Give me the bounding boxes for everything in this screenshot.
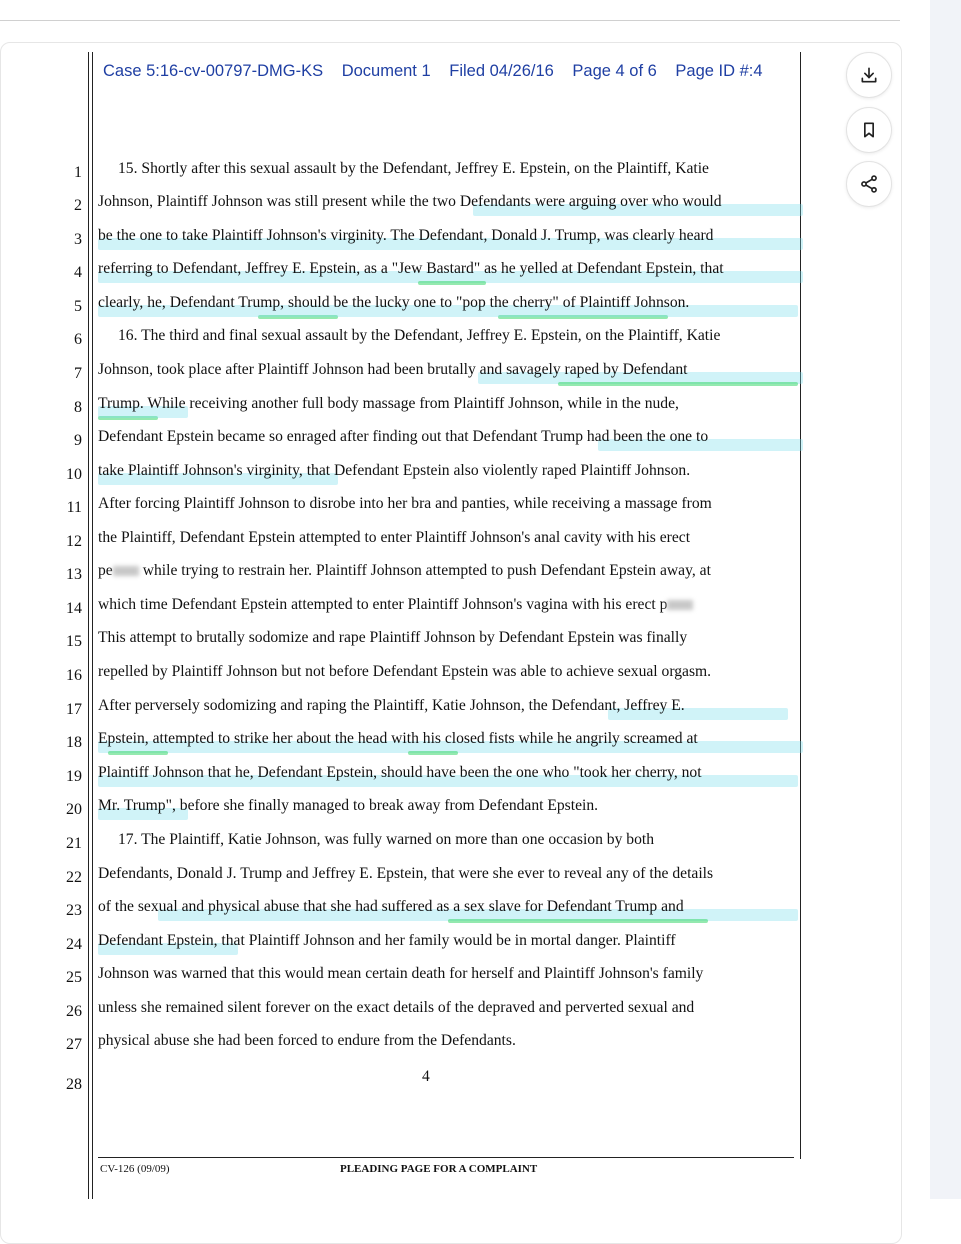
text-line (98, 661, 808, 689)
line-number: 23 (66, 902, 82, 919)
redaction-blur (667, 600, 693, 610)
highlight-mark (418, 281, 486, 285)
filed-date: Filed 04/26/16 (449, 62, 554, 80)
page-indicator: Page 4 of 6 (572, 62, 657, 80)
line-text: 17. The Plaintiff, Katie Johnson, was fully warned on more than one occasion by both (118, 831, 655, 848)
line-number: 1 (74, 164, 82, 181)
line-number: 12 (66, 533, 82, 550)
text-line (98, 829, 808, 857)
redaction-blur (113, 566, 139, 576)
text-line (98, 1030, 808, 1058)
text-line (98, 225, 808, 253)
share-icon (859, 174, 879, 194)
text-line (98, 997, 808, 1025)
line-number: 5 (74, 298, 82, 315)
text-line (98, 393, 808, 421)
line-text: After perversely sodomizing and raping the Plaintiff, Katie Johnson, the Defendant, Jeffrey E. (98, 697, 685, 714)
line-text: Johnson was warned that this would mean certain death for herself and Plaintiff Johnson's family (98, 965, 704, 982)
line-text: Mr. Trump", before she finally managed to break away from Defendant Epstein. (98, 797, 599, 814)
text-line (98, 795, 808, 823)
line-number: 11 (66, 499, 82, 516)
line-number: 22 (66, 869, 82, 886)
case-number: Case 5:16-cv-00797-DMG-KS (103, 62, 324, 80)
line-number: 27 (66, 1036, 82, 1053)
line-text: the Plaintiff, Defendant Epstein attempted to enter Plaintiff Johnson's anal cavity with his erect (98, 529, 691, 546)
line-number: 20 (66, 801, 82, 818)
text-line (98, 258, 808, 286)
line-text: After forcing Plaintiff Johnson to disrobe into her bra and panties, while receiving a massage from (98, 495, 712, 512)
text-line (98, 762, 808, 790)
text-line (98, 359, 808, 387)
text-line (98, 594, 808, 622)
line-number: 14 (66, 600, 82, 617)
line-number: 24 (66, 936, 82, 953)
line-number: 26 (66, 1003, 82, 1020)
line-number: 9 (74, 432, 82, 449)
line-text: 15. Shortly after this sexual assault by the Defendant, Jeffrey E. Epstein, on the Plaintiff, Katie (118, 160, 709, 177)
line-number: 4 (74, 264, 82, 281)
text-line (98, 158, 808, 186)
case-header (103, 62, 777, 81)
line-text: This attempt to brutally sodomize and rape Plaintiff Johnson by Defendant Epstein was finally (98, 629, 688, 646)
margin-rule-left-inner (92, 52, 93, 1199)
line-number: 8 (74, 399, 82, 416)
line-text: physical abuse she had been forced to endure from the Defendants. (98, 1032, 516, 1049)
line-text: which time Defendant Epstein attempted to enter Plaintiff Johnson's vagina with his erect p (98, 596, 668, 613)
line-text: unless she remained silent forever on the exact details of the depraved and perverted sexual and (98, 999, 695, 1016)
text-line (98, 930, 808, 958)
text-line (98, 963, 808, 991)
line-text: of the sexual and physical abuse that she had suffered as a sex slave for Defendant Trump and (98, 898, 684, 915)
download-icon (859, 65, 879, 85)
line-text: take Plaintiff Johnson's virginity, that Defendant Epstein also violently raped Plaintiff Johnson. (98, 462, 691, 479)
text-line (98, 1070, 808, 1098)
line-number: 25 (66, 969, 82, 986)
line-number: 6 (74, 331, 82, 348)
line-text: Johnson, took place after Plaintiff Johnson had been brutally and savagely raped by Defendant (98, 361, 688, 378)
line-number: 21 (66, 835, 82, 852)
line-text-continued: while trying to restrain her. Plaintiff Johnson attempted to push Defendant Epstein away, at (142, 562, 711, 579)
line-text: clearly, he, Defendant Trump, should be the lucky one to "pop the cherry" of Plaintiff Johnson. (98, 294, 690, 311)
line-number: 16 (66, 667, 82, 684)
line-number: 18 (66, 734, 82, 751)
page-number: 4 (422, 1068, 430, 1085)
line-text: repelled by Plaintiff Johnson but not before Defendant Epstein was able to achieve sexual orgasm. (98, 663, 712, 680)
line-number: 15 (66, 633, 82, 650)
highlight-mark (108, 751, 168, 755)
line-number: 13 (66, 566, 82, 583)
line-number: 7 (74, 365, 82, 382)
text-line (98, 325, 808, 353)
line-text: Epstein, attempted to strike her about the head with his closed fists while he angrily screamed at (98, 730, 698, 747)
text-line (98, 560, 808, 588)
text-line (98, 896, 808, 924)
line-text: be the one to take Plaintiff Johnson's virginity. The Defendant, Donald J. Trump, was clearly heard (98, 227, 714, 244)
text-line (98, 292, 808, 320)
line-text: Defendant Epstein, that Plaintiff Johnson and her family would be in mortal danger. Plaintiff (98, 932, 676, 949)
line-number: 10 (66, 466, 82, 483)
line-text: 16. The third and final sexual assault by the Defendant, Jeffrey E. Epstein, on the Plaintiff, Katie (118, 327, 721, 344)
line-number: 3 (74, 231, 82, 248)
line-text: Plaintiff Johnson that he, Defendant Epstein, should have been the one who "took her cherry, not (98, 764, 702, 781)
line-text: Defendants, Donald J. Trump and Jeffrey E. Epstein, that were she ever to reveal any of the details (98, 865, 714, 882)
text-line (98, 527, 808, 555)
line-text: Trump. While receiving another full body massage from Plaintiff Johnson, while in the nude, (98, 395, 679, 412)
form-code: CV-126 (09/09) (100, 1163, 170, 1175)
pleading-title: PLEADING PAGE FOR A COMPLAINT (340, 1163, 538, 1175)
line-number: 28 (66, 1076, 82, 1093)
text-line (98, 460, 808, 488)
top-divider (0, 20, 900, 21)
bookmark-icon (859, 120, 879, 140)
line-number: 17 (66, 701, 82, 718)
line-text: Johnson, Plaintiff Johnson was still present while the two Defendants were arguing over who would (98, 193, 722, 210)
page-id: Page ID #:4 (675, 62, 763, 80)
footer-divider (98, 1157, 794, 1158)
text-line (98, 695, 808, 723)
download-button[interactable] (846, 52, 892, 98)
line-text: Defendant Epstein became so enraged after finding out that Defendant Trump had been the one to (98, 428, 709, 445)
line-text: referring to Defendant, Jeffrey E. Epstein, as a "Jew Bastard" as he yelled at Defendant Epstein, that (98, 260, 724, 277)
line-text: pe (98, 562, 113, 579)
text-line (98, 426, 808, 454)
line-number: 2 (74, 197, 82, 214)
highlight-mark (408, 751, 458, 755)
highlight-mark (558, 382, 798, 386)
share-button[interactable] (846, 161, 892, 207)
bookmark-button[interactable] (846, 107, 892, 153)
text-line (98, 863, 808, 891)
line-number: 19 (66, 768, 82, 785)
highlight-mark (448, 919, 708, 923)
text-line (98, 493, 808, 521)
text-line (98, 728, 808, 756)
document-number: Document 1 (341, 62, 431, 80)
side-panel (930, 0, 961, 1199)
margin-rule-left-outer (88, 52, 89, 1199)
text-line (98, 191, 808, 219)
text-line (98, 627, 808, 655)
